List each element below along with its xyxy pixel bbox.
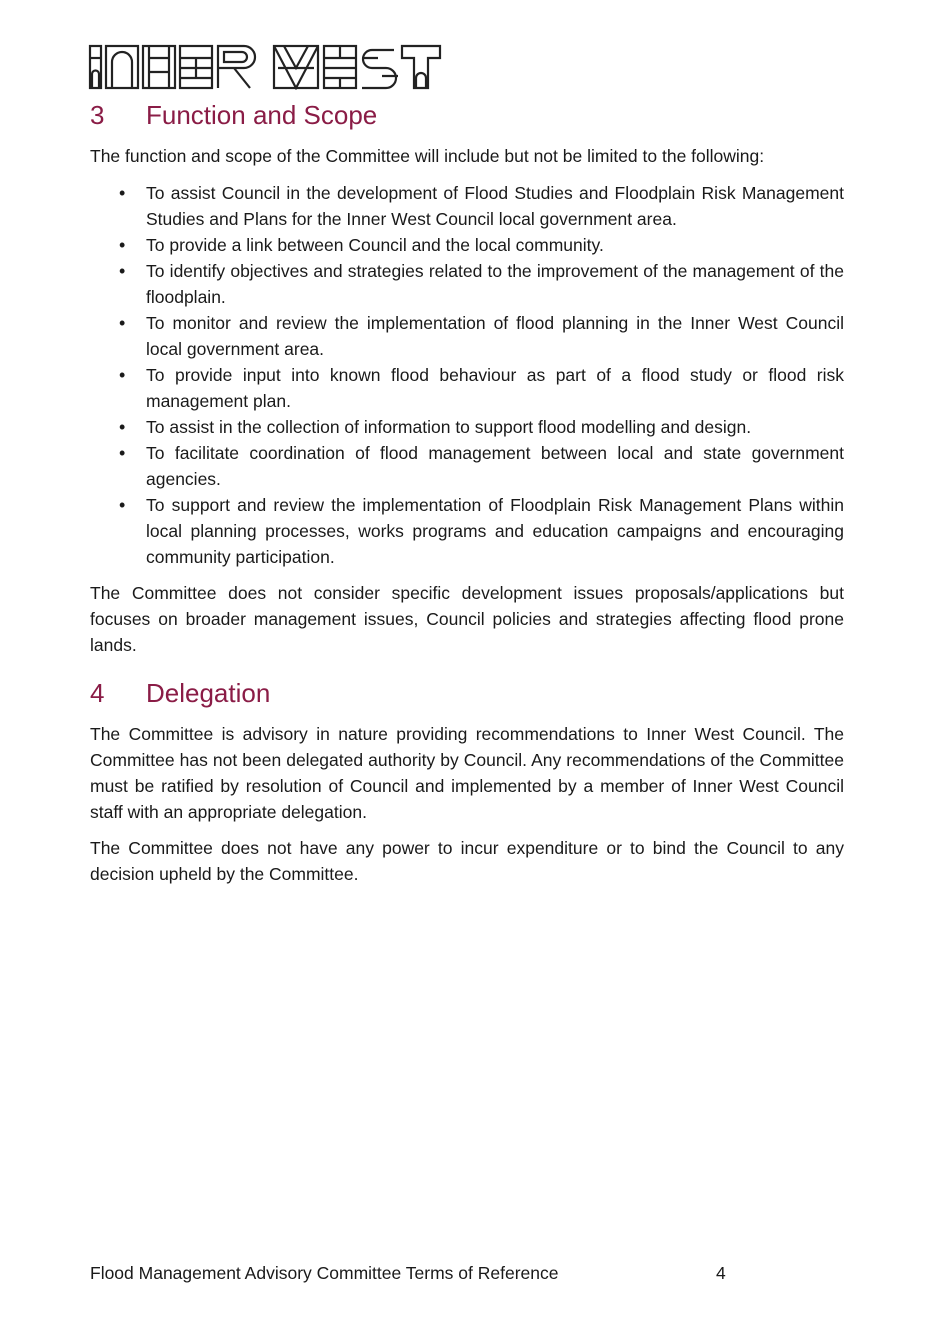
section-3-title: Function and Scope (146, 100, 378, 130)
inner-west-logo (88, 44, 444, 90)
footer-page-number: 4 (716, 1263, 726, 1283)
section-3-heading (90, 100, 377, 131)
function-scope-list (146, 180, 844, 570)
list-item: • To support and review the implementation of Floodplain Risk Management Plans within local planning processes, works programs and education campaigns and encouraging community participation. (146, 492, 844, 570)
list-item: • To facilitate coordination of flood management between local and state government agencies. (146, 440, 844, 492)
section-3-intro: The function and scope of the Committee will include but not be limited to the following: (90, 146, 765, 166)
section-4-heading (90, 678, 270, 709)
list-item: • To identify objectives and strategies related to the improvement of the management of the floodplain. (146, 258, 844, 310)
list-item: • To assist Council in the development of Flood Studies and Floodplain Risk Management Studies and Plans for the Inner West Council local government area. (146, 180, 844, 232)
section-3-closing: The Committee does not consider specific development issues proposals/applications but focuses on broader management issues, Council policies and strategies affecting flood prone lands. (90, 583, 844, 655)
list-item: • To provide a link between Council and the local community. (146, 232, 844, 258)
section-4-number: 4 (90, 678, 105, 708)
section-4-paragraph-1: The Committee is advisory in nature providing recommendations to Inner West Council. The Committee has not been delegated authority by Council. Any recommendations of the Committee must be ratified by resolution of Council and implemented by a member of Inner West Council staff with an appropriate delegation. (90, 724, 844, 822)
list-item: • To monitor and review the implementation of flood planning in the Inner West Council local government area. (146, 310, 844, 362)
footer-document-title: Flood Management Advisory Committee Terms of Reference (90, 1263, 559, 1283)
section-4-title: Delegation (146, 678, 271, 708)
list-item: • To assist in the collection of information to support flood modelling and design. (146, 414, 844, 440)
list-item: • To provide input into known flood behaviour as part of a flood study or flood risk management plan. (146, 362, 844, 414)
section-4-paragraph-2: The Committee does not have any power to incur expenditure or to bind the Council to any decision upheld by the Committee. (90, 838, 844, 884)
section-3-number: 3 (90, 100, 105, 130)
